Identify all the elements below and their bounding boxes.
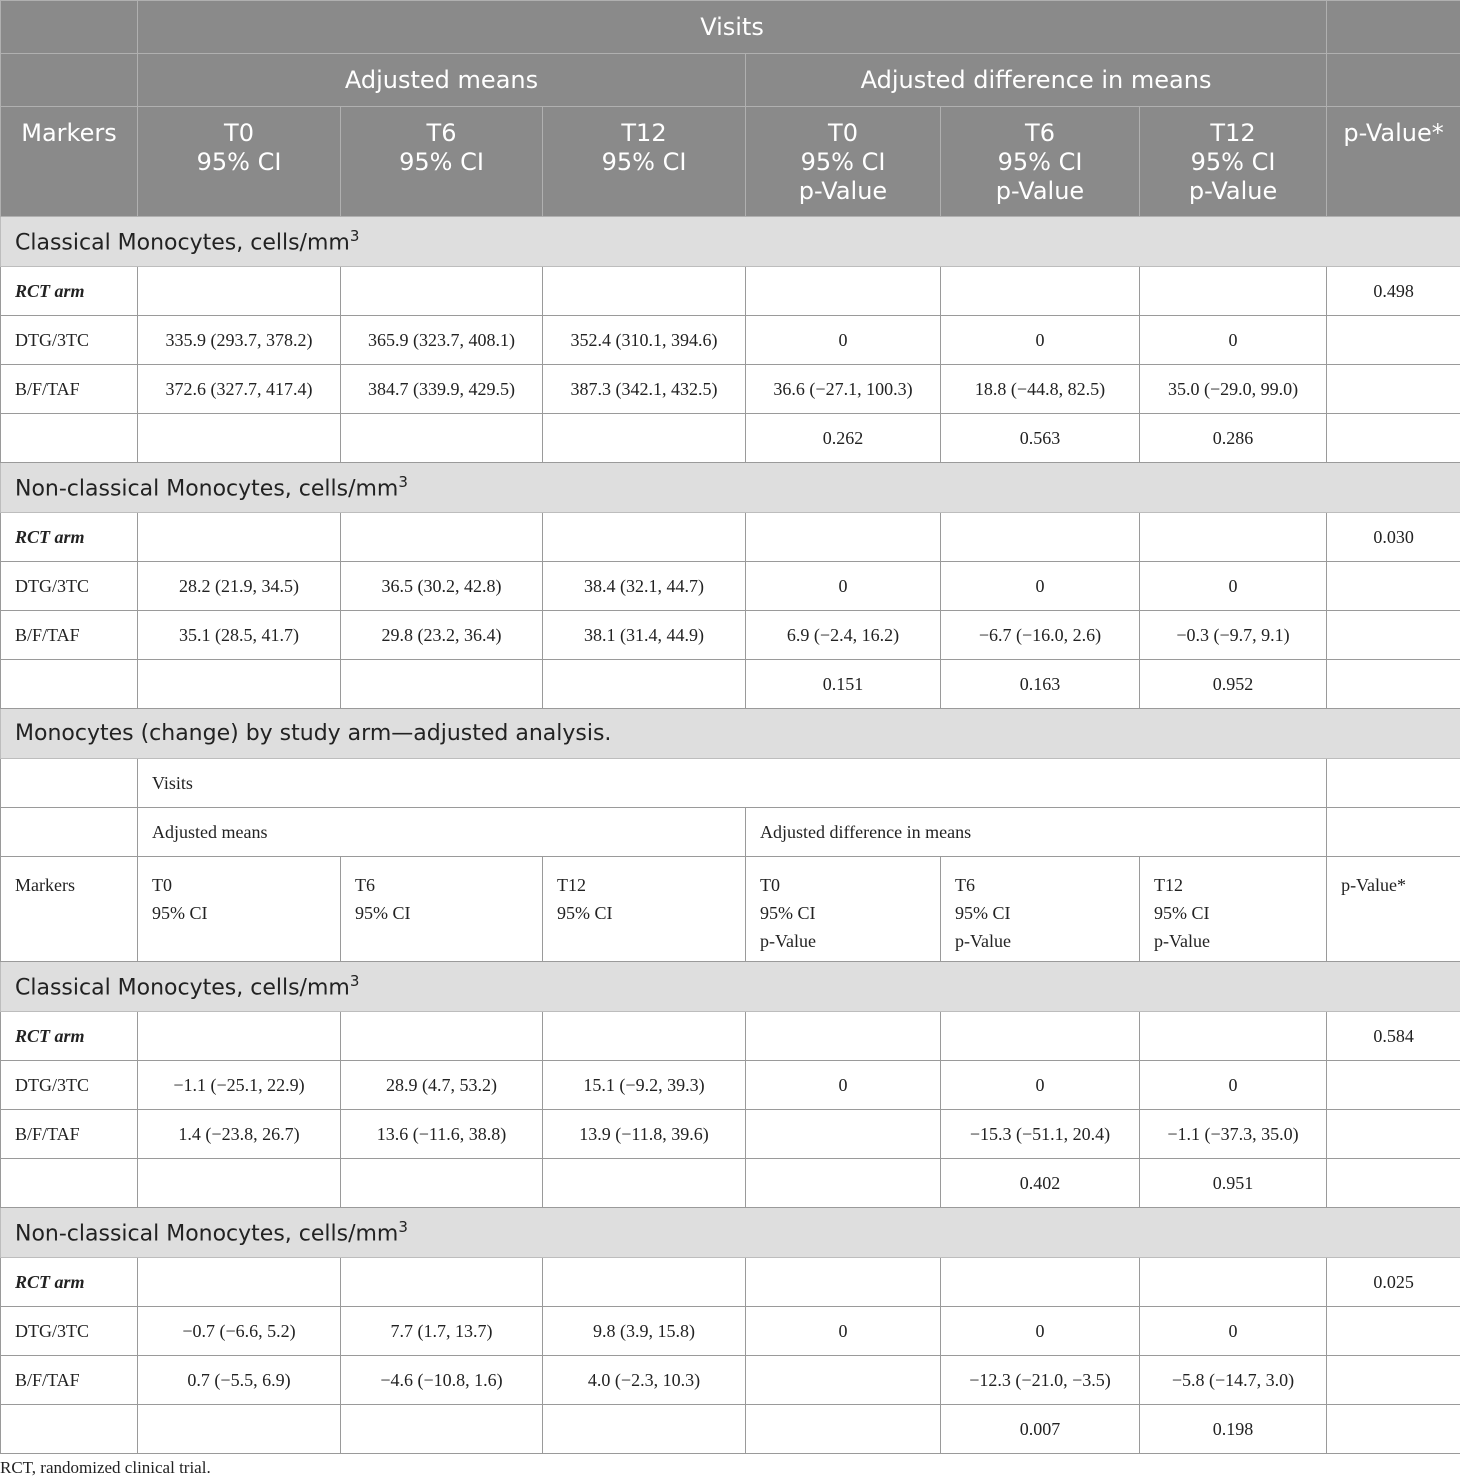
- header-adjusted-difference: Adjusted difference in means: [746, 54, 1327, 107]
- cell-t6: 13.6 (−11.6, 38.8): [341, 1110, 543, 1159]
- row-label: DTG/3TC: [1, 1061, 138, 1110]
- cell-p-d6: 0.563: [941, 414, 1140, 463]
- cell-d12: −0.3 (−9.7, 9.1): [1140, 611, 1327, 660]
- cell-t12: 4.0 (−2.3, 10.3): [543, 1356, 746, 1405]
- cell-d12: 0: [1140, 1061, 1327, 1110]
- header-visits: Visits: [138, 1, 1327, 54]
- table-row: [1, 611, 1460, 660]
- cell-p-d6: 0.007: [941, 1405, 1140, 1454]
- table-row: [1, 1356, 1460, 1405]
- table-row: [1, 1405, 1460, 1454]
- header-row-groups: [1, 54, 1460, 107]
- subheader-adjusted-means: Adjusted means: [138, 808, 746, 857]
- subheader-row-groups: [1, 808, 1460, 857]
- cell-p-d6: 0.402: [941, 1159, 1140, 1208]
- subheader-row-visits: [1, 759, 1460, 808]
- subheader-adjusted-difference: Adjusted difference in means: [746, 808, 1327, 857]
- section-row: [1, 1208, 1460, 1258]
- rct-arm-label: RCT arm: [1, 1012, 138, 1061]
- table-row: [1, 1061, 1460, 1110]
- row-label: B/F/TAF: [1, 1356, 138, 1405]
- subheader-t12-diff: T12 95% CI p-Value: [1140, 857, 1327, 962]
- cell-p-d0: [746, 1405, 941, 1454]
- header-empty-cell: [1327, 1, 1460, 54]
- cell-p-d12: 0.952: [1140, 660, 1327, 709]
- header-empty-cell: [1327, 54, 1460, 107]
- cell-d6: 0: [941, 1307, 1140, 1356]
- subheader-t6-means: T6 95% CI: [341, 857, 543, 962]
- header-t12-diff: T12 95% CI p-Value: [1140, 107, 1327, 217]
- subheader-t6-diff: T6 95% CI p-Value: [941, 857, 1140, 962]
- cell-d0: 36.6 (−27.1, 100.3): [746, 365, 941, 414]
- cell-d6: −15.3 (−51.1, 20.4): [941, 1110, 1140, 1159]
- cell-d6: 0: [941, 316, 1140, 365]
- rct-arm-label: RCT arm: [1, 1258, 138, 1307]
- rct-pvalue: 0.025: [1327, 1258, 1460, 1307]
- subheader-row-columns: [1, 857, 1460, 962]
- cell-t12: 352.4 (310.1, 394.6): [543, 316, 746, 365]
- header-pvalue: p-Value*: [1327, 107, 1460, 217]
- header-t12-means: T12 95% CI: [543, 107, 746, 217]
- cell-t12: 38.4 (32.1, 44.7): [543, 562, 746, 611]
- cell-p-d0: 0.262: [746, 414, 941, 463]
- table-row: [1, 1110, 1460, 1159]
- table-row: [1, 1159, 1460, 1208]
- section-title-nonclassical-1: Non-classical Monocytes, cells/$mm^3$: [1, 463, 1460, 513]
- cell-t0: −0.7 (−6.6, 5.2): [138, 1307, 341, 1356]
- table-row: [1, 1012, 1460, 1061]
- cell-d12: 0: [1140, 562, 1327, 611]
- cell-p-d0: 0.151: [746, 660, 941, 709]
- header-markers: Markers: [1, 107, 138, 217]
- cell-d0: 0: [746, 1307, 941, 1356]
- header-t6-means: T6 95% CI: [341, 107, 543, 217]
- table-row: [1, 660, 1460, 709]
- cell-t6: 29.8 (23.2, 36.4): [341, 611, 543, 660]
- table-footnote: RCT, randomized clinical trial.: [0, 1458, 211, 1477]
- section-title-nonclassical-2: Non-classical Monocytes, cells/$mm^3$: [1, 1208, 1460, 1258]
- row-label: B/F/TAF: [1, 365, 138, 414]
- cell-t12: 38.1 (31.4, 44.9): [543, 611, 746, 660]
- row-label: DTG/3TC: [1, 1307, 138, 1356]
- cell-d0: [746, 1356, 941, 1405]
- table-row: [1, 316, 1460, 365]
- cell-p-d12: 0.198: [1140, 1405, 1327, 1454]
- cell-d12: −5.8 (−14.7, 3.0): [1140, 1356, 1327, 1405]
- subheader-t12-means: T12 95% CI: [543, 857, 746, 962]
- cell-t6: 28.9 (4.7, 53.2): [341, 1061, 543, 1110]
- cell-d0: 0: [746, 316, 941, 365]
- rct-pvalue: 0.030: [1327, 513, 1460, 562]
- cell-t12: 9.8 (3.9, 15.8): [543, 1307, 746, 1356]
- table-row: [1, 1258, 1460, 1307]
- table-row: [1, 267, 1460, 316]
- cell-d6: 0: [941, 562, 1140, 611]
- cell-d6: 0: [941, 1061, 1140, 1110]
- cell-t12: 15.1 (−9.2, 39.3): [543, 1061, 746, 1110]
- cell-d6: −6.7 (−16.0, 2.6): [941, 611, 1140, 660]
- cell-p-d12: 0.951: [1140, 1159, 1327, 1208]
- section-row: [1, 962, 1460, 1012]
- cell-t0: −1.1 (−25.1, 22.9): [138, 1061, 341, 1110]
- cell-d6: −12.3 (−21.0, −3.5): [941, 1356, 1140, 1405]
- header-empty-cell: [1, 54, 138, 107]
- section-title-classical-2: Classical Monocytes, cells/$mm^3$: [1, 962, 1460, 1012]
- row-label: B/F/TAF: [1, 611, 138, 660]
- header-t6-diff: T6 95% CI p-Value: [941, 107, 1140, 217]
- cell-t6: −4.6 (−10.8, 1.6): [341, 1356, 543, 1405]
- cell-d12: 0: [1140, 1307, 1327, 1356]
- section-row: [1, 463, 1460, 513]
- header-t0-diff: T0 95% CI p-Value: [746, 107, 941, 217]
- cell-t6: 384.7 (339.9, 429.5): [341, 365, 543, 414]
- cell-p-d12: 0.286: [1140, 414, 1327, 463]
- cell-t0: 35.1 (28.5, 41.7): [138, 611, 341, 660]
- cell-d0: 0: [746, 562, 941, 611]
- table-row: [1, 1307, 1460, 1356]
- rct-arm-label: RCT arm: [1, 513, 138, 562]
- header-t0-means: T0 95% CI: [138, 107, 341, 217]
- cell-p-d6: 0.163: [941, 660, 1140, 709]
- header-row-visits: [1, 1, 1460, 54]
- section-title-classical-1: Classical Monocytes, cells/$mm^3$: [1, 217, 1460, 267]
- cell-d6: 18.8 (−44.8, 82.5): [941, 365, 1140, 414]
- table-row: [1, 365, 1460, 414]
- header-empty-cell: [1, 1, 138, 54]
- table-row: [1, 562, 1460, 611]
- cell-d12: 0: [1140, 316, 1327, 365]
- cell-t0: 372.6 (327.7, 417.4): [138, 365, 341, 414]
- rct-arm-label: RCT arm: [1, 267, 138, 316]
- cell-d0: 0: [746, 1061, 941, 1110]
- cell-t0: 1.4 (−23.8, 26.7): [138, 1110, 341, 1159]
- cell-t12: 387.3 (342.1, 432.5): [543, 365, 746, 414]
- subheader-visits: Visits: [138, 759, 1327, 808]
- subheader-pvalue: p-Value*: [1327, 857, 1460, 962]
- section-title-change: Monocytes (change) by study arm—adjusted analysis.: [1, 709, 1460, 759]
- row-label: DTG/3TC: [1, 316, 138, 365]
- subheader-t0-diff: T0 95% CI p-Value: [746, 857, 941, 962]
- header-adjusted-means: Adjusted means: [138, 54, 746, 107]
- table-row: [1, 414, 1460, 463]
- cell-t6: 7.7 (1.7, 13.7): [341, 1307, 543, 1356]
- cell-d12: −1.1 (−37.3, 35.0): [1140, 1110, 1327, 1159]
- header-row-columns: [1, 107, 1460, 217]
- row-label: DTG/3TC: [1, 562, 138, 611]
- cell-t0: 28.2 (21.9, 34.5): [138, 562, 341, 611]
- section-row: [1, 217, 1460, 267]
- cell-d0: [746, 1110, 941, 1159]
- rct-pvalue: 0.584: [1327, 1012, 1460, 1061]
- subheader-t0-means: T0 95% CI: [138, 857, 341, 962]
- row-label: B/F/TAF: [1, 1110, 138, 1159]
- cell-d0: 6.9 (−2.4, 16.2): [746, 611, 941, 660]
- cell-p-d0: [746, 1159, 941, 1208]
- rct-pvalue: 0.498: [1327, 267, 1460, 316]
- cell-d12: 35.0 (−29.0, 99.0): [1140, 365, 1327, 414]
- cell-t0: 0.7 (−5.5, 6.9): [138, 1356, 341, 1405]
- cell-t12: 13.9 (−11.8, 39.6): [543, 1110, 746, 1159]
- cell-t6: 365.9 (323.7, 408.1): [341, 316, 543, 365]
- section-row: [1, 709, 1460, 759]
- subheader-markers: Markers: [1, 857, 138, 962]
- table-row: [1, 513, 1460, 562]
- cell-t0: 335.9 (293.7, 378.2): [138, 316, 341, 365]
- cell-t6: 36.5 (30.2, 42.8): [341, 562, 543, 611]
